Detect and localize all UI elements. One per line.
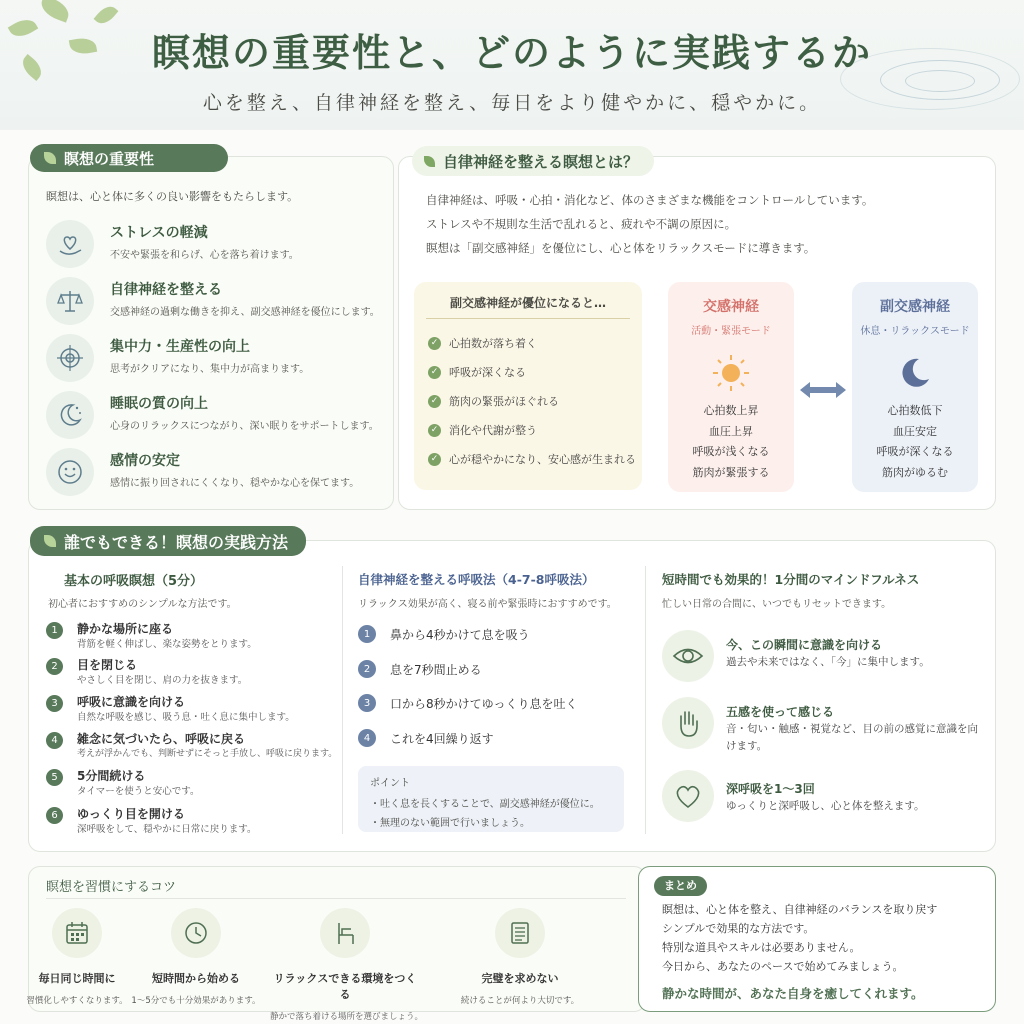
mindfulness-title: 短時間でも効果的！1分間のマインドフルネス: [662, 572, 920, 587]
step-number: 1: [358, 625, 376, 643]
step-text: 口から8秒かけてゆっくり息を吐く: [390, 696, 578, 711]
step-number: 2: [358, 660, 376, 678]
habit-desc: 1〜5分でも十分効果があります。: [131, 996, 261, 1006]
target-icon: [46, 334, 94, 382]
habit-title: リラックスできる環境をつくる: [273, 972, 417, 1001]
parasympathetic-item: 心拍数低下: [887, 404, 943, 417]
calendar-icon: [52, 908, 102, 958]
benefit-item: [46, 391, 392, 443]
check-item-text: 心が穏やかになり、安心感が生まれる: [449, 453, 636, 466]
check-item: [428, 393, 559, 409]
point-line: ・無理のない範囲で行いましょう。: [370, 818, 530, 829]
habit-title: 完璧を求めない: [481, 972, 559, 985]
check-item: [428, 364, 526, 380]
mindfulness-item-desc: 過去や未来ではなく、「今」に集中します。: [726, 656, 930, 668]
step-number: 3: [358, 694, 376, 712]
header-banner: [0, 0, 1024, 130]
importance-heading-text: 瞑想の重要性: [64, 149, 155, 168]
habits-heading: 瞑想を習慣にするコツ: [46, 880, 177, 895]
habit-item: [270, 908, 424, 1022]
check-item-text: 消化や代謝が整う: [449, 424, 537, 437]
parasympathetic-box: [852, 282, 978, 492]
leaf-icon: [44, 535, 56, 547]
benefit-desc: 不安や緊張を和らげ、心を落ち着けます。: [110, 250, 299, 261]
step-title: 呼吸に意識を向ける: [77, 695, 186, 709]
habit-desc: 習慣化しやすくなります。: [26, 996, 128, 1006]
step-number: 4: [46, 732, 63, 749]
benefit-title: 集中力・生産性の向上: [110, 339, 250, 355]
parasympathetic-item: 呼吸が深くなる: [876, 445, 954, 458]
benefit-item: [46, 220, 392, 272]
mindfulness-item-desc: ゆっくりと深呼吸し、心と体を整えます。: [726, 800, 925, 812]
parasympathetic-item: 血圧安定: [893, 424, 937, 438]
step-desc: 自然な呼吸を感じ、吸う息・吐く息に集中します。: [77, 712, 295, 723]
mindfulness-item: [662, 697, 992, 757]
sympathetic-mode: 活動・緊張モード: [691, 326, 771, 337]
habit-desc: 続けることが何より大切です。: [460, 996, 580, 1006]
check-item-text: 呼吸が深くなる: [449, 366, 526, 379]
habit-item: [445, 908, 595, 1006]
benefit-title: 感情の安定: [110, 453, 180, 469]
mindfulness-item-desc: 音・匂い・触感・視覚など、目の前の感覚に意識を向けます。: [726, 723, 978, 752]
check-icon: ✓: [428, 395, 441, 408]
leaf-icon: [44, 152, 56, 164]
mindfulness-item-title: 五感を使って感じる: [726, 705, 835, 719]
check-item: [428, 451, 636, 467]
step-title: 目を閉じる: [77, 658, 138, 672]
benefit-desc: 心身のリラックスにつながり、深い眠りをサポートします。: [110, 421, 379, 432]
step-title: 静かな場所に座る: [77, 622, 174, 636]
heart-hand-icon: [46, 220, 94, 268]
check-icon: ✓: [428, 424, 441, 437]
check-icon: ✓: [428, 453, 441, 466]
autonomic-heading: [412, 146, 654, 176]
benefit-title: 自律神経を整える: [110, 282, 222, 298]
check-item: [428, 335, 537, 351]
double-arrow-icon: [798, 378, 848, 402]
leaf-decoration: [38, 0, 72, 23]
step-number: 4: [358, 729, 376, 747]
step-desc: やさしく目を閉じ、肩の力を抜きます。: [77, 675, 248, 686]
crescent-moon-icon: [895, 353, 935, 393]
point-line: ・吐く息を長くすることで、副交感神経が優位に。: [370, 799, 600, 810]
step-desc: 考えが浮かんでも、判断せずにそっと手放し、呼吸に戻ります。: [77, 749, 338, 759]
autonomic-line: ストレスや不規則な生活で乱れると、疲れや不調の原因に。: [426, 217, 737, 231]
sympathetic-item: 心拍数上昇: [703, 404, 759, 417]
mindfulness-intro: 忙しい日常の合間に、いつでもリセットできます。: [662, 599, 892, 610]
sympathetic-item: 筋肉が緊張する: [692, 465, 770, 479]
step-desc: 深呼吸をして、穏やかに日常に戻ります。: [77, 824, 257, 835]
breathing-step: [358, 694, 578, 712]
benefit-desc: 思考がクリアになり、集中力が高まります。: [110, 364, 310, 375]
breathing-intro: リラックス効果が高く、寝る前や緊張時におすすめです。: [358, 599, 617, 610]
moon-stars-icon: [46, 391, 94, 439]
mindfulness-item-title: 深呼吸を1〜3回: [726, 782, 815, 796]
mindfulness-item: [662, 630, 992, 686]
habit-title: 短時間から始める: [152, 972, 240, 985]
importance-heading: [30, 144, 228, 172]
step-desc: 背筋を軽く伸ばし、楽な姿勢をとります。: [77, 639, 257, 650]
mindfulness-item-title: 今、この瞬間に意識を向ける: [726, 638, 883, 652]
sympathetic-box: [668, 282, 794, 492]
benefit-desc: 交感神経の過剰な働きを抑え、副交感神経を優位にします。: [110, 307, 380, 318]
summary-line: 今日から、あなたのペースで始めてみましょう。: [662, 960, 904, 973]
sun-icon: [711, 353, 751, 393]
step-number: 1: [46, 622, 63, 639]
autonomic-line: 自律神経は、呼吸・心拍・消化など、体のさまざまな機能をコントロールしています。: [426, 193, 874, 207]
benefit-item: [46, 448, 392, 500]
step-desc: タイマーを使うと安心です。: [77, 786, 200, 797]
sympathetic-item: 呼吸が浅くなる: [692, 445, 770, 458]
benefit-desc: 感情に振り回されにくくなり、穏やかな心を保てます。: [110, 478, 360, 489]
summary-line: シンプルで効果的な方法です。: [662, 922, 815, 935]
benefit-item: [46, 334, 392, 386]
step-number: 6: [46, 807, 63, 824]
step-number: 5: [46, 769, 63, 786]
summary-label: まとめ: [654, 876, 707, 896]
check-icon: ✓: [428, 366, 441, 379]
step-number: 3: [46, 695, 63, 712]
parasympathetic-mode: 休息・リラックスモード: [860, 326, 970, 337]
breathing-step: [358, 729, 494, 747]
breathing-title: 自律神経を整える呼吸法（4-7-8呼吸法）: [358, 572, 595, 587]
page-subtitle: 心を整え、自律神経を整え、毎日をより健やかに、穏やかに。: [202, 92, 822, 114]
clock-icon: [171, 908, 221, 958]
page-title: 瞑想の重要性と、どのように実践するか: [151, 30, 872, 75]
step-text: 鼻から4秒かけて息を吸う: [390, 627, 530, 642]
benefit-item: [46, 277, 392, 329]
basic-intro: 初心者におすすめのシンプルな方法です。: [48, 599, 237, 610]
balance-scale-icon: [46, 277, 94, 325]
parasympathetic-item: 筋肉がゆるむ: [882, 465, 948, 479]
check-item: [428, 422, 537, 438]
heart-icon: [662, 770, 714, 822]
basic-title: 基本の呼吸瞑想（5分）: [64, 574, 204, 589]
step-title: 雑念に気づいたら、呼吸に戻る: [77, 732, 246, 746]
mindfulness-item: [662, 770, 992, 826]
column-divider: [342, 566, 343, 834]
check-item-text: 心拍数が落ち着く: [449, 337, 537, 350]
habit-title: 毎日同じ時間に: [38, 972, 116, 985]
checklist-icon: [495, 908, 545, 958]
parasympathetic-title: 副交感神経: [880, 299, 950, 315]
column-divider: [645, 566, 646, 834]
step-title: 5分間続ける: [77, 769, 146, 783]
step-number: 2: [46, 658, 63, 675]
summary-closing: 静かな時間が、あなた自身を癒してくれます。: [662, 986, 924, 1001]
eye-icon: [662, 630, 714, 682]
point-box: [358, 766, 624, 832]
hand-icon: [662, 697, 714, 749]
breathing-step: [358, 660, 482, 678]
smile-face-icon: [46, 448, 94, 496]
parasym-dominant-heading: 副交感神経が優位になると…: [449, 296, 606, 310]
breathing-step: [358, 625, 530, 643]
practice-heading: [30, 526, 306, 556]
check-item-text: 筋肉の緊張がほぐれる: [449, 395, 559, 408]
check-icon: ✓: [428, 337, 441, 350]
summary-line: 特別な道具やスキルは必要ありません。: [662, 941, 861, 954]
sympathetic-item: 血圧上昇: [709, 424, 753, 438]
habit-item: [121, 908, 271, 1006]
benefit-title: ストレスの軽減: [110, 225, 208, 241]
habits-divider: [46, 898, 626, 899]
chair-icon: [320, 908, 370, 958]
habit-desc: 静かで落ち着ける場所を選びましょう。: [270, 1012, 424, 1022]
sympathetic-title: 交感神経: [703, 299, 759, 315]
practice-heading-text: 誰でもできる！瞑想の実践方法: [64, 532, 289, 552]
benefit-title: 睡眠の質の向上: [110, 396, 208, 412]
autonomic-heading-text: 自律神経を整える瞑想とは？: [443, 152, 639, 171]
step-text: 息を7秒間止める: [390, 662, 482, 677]
step-title: ゆっくり目を開ける: [77, 807, 185, 821]
summary-line: 瞑想は、心と体を整え、自律神経のバランスを取り戻す: [662, 903, 938, 916]
point-label: ポイント: [370, 778, 410, 789]
step-text: これを4回繰り返す: [390, 731, 494, 746]
divider: [426, 318, 630, 319]
importance-intro: 瞑想は、心と体に多くの良い影響をもたらします。: [46, 190, 299, 203]
leaf-icon: [424, 156, 435, 167]
autonomic-line: 瞑想は「副交感神経」を優位にし、心と体をリラックスモードに導きます。: [426, 241, 816, 255]
